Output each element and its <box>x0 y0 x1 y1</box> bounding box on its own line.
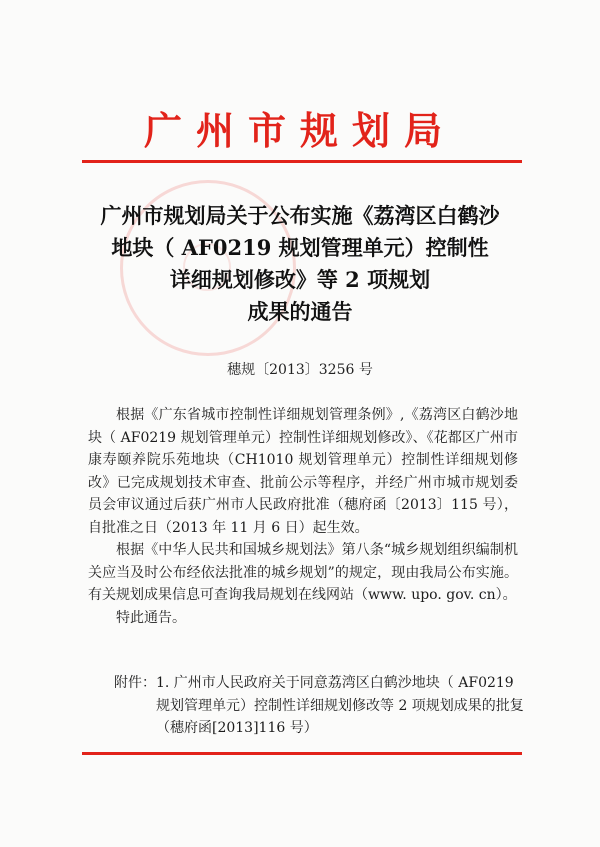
body-paragraph: 根据《广东省城市控制性详细规划管理条例》,《荔湾区白鹤沙地块（ AF0219 规划管理单元）控制性详细规划修改》、《花都区广州市康寿颐养院乐苑地块（CH1010 规划管理单元）控制性详细规划修改》已完成规划技术审查、批前公示等程序，并经广州市城市规划委员会审议通过后获广州市人民政府批准（穗府函〔2013〕115 号），自批准之日（2013 年 11 月 6 日）起生效。 <box>88 407 518 536</box>
document-number: 穗规〔2013〕3256 号 <box>227 362 373 378</box>
letterhead-red-rule <box>82 160 522 163</box>
notice-title <box>70 200 530 328</box>
notice-title-line: 详细规划修改》等 2 项规划 <box>169 267 431 292</box>
notice-body <box>88 404 518 629</box>
body-paragraph: 根据《中华人民共和国城乡规划法》第八条“城乡规划组织编制机关应当及时公布经依法批准的城乡规划”的规定，现由我局公布实施。有关规划成果信息可查询我局规划在线网站（www. upo. gov. cn）。 <box>88 542 518 603</box>
notice-title-line: 成果的通告 <box>247 299 353 324</box>
footer-red-rule <box>82 752 522 755</box>
notice-title-line: 地块（ AF0219 规划管理单元）控制性 <box>111 235 489 260</box>
attachment-section <box>114 672 524 740</box>
agency-letterhead-title: 广州市规划局 <box>143 108 456 153</box>
attachment-item: 1. 广州市人民政府关于同意荔湾区白鹤沙地块（ AF0219 规划管理单元）控制性详细规划修改等 2 项规划成果的批复（穗府函[2013]116 号） <box>156 675 524 736</box>
attachment-label: 附件： <box>114 675 156 691</box>
body-paragraph: 特此通告。 <box>116 609 186 626</box>
notice-title-line: 广州市规划局关于公布实施《荔湾区白鹤沙 <box>100 203 500 228</box>
